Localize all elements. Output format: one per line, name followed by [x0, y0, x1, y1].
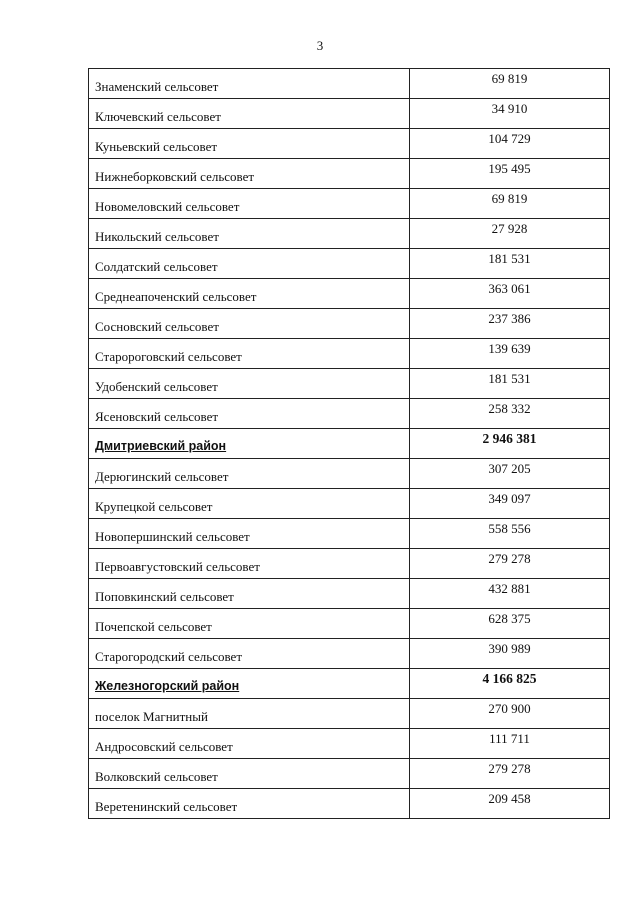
municipality-name: Ключевский сельсовет	[89, 99, 410, 129]
allocation-amount: 139 639	[410, 339, 610, 369]
table-row	[89, 69, 610, 99]
district-total: 4 166 825	[410, 669, 610, 699]
table-row	[89, 699, 610, 729]
table-row	[89, 249, 610, 279]
allocation-amount: 349 097	[410, 489, 610, 519]
allocation-table	[88, 68, 610, 819]
table-row	[89, 549, 610, 579]
municipality-name: Ясеновский сельсовет	[89, 399, 410, 429]
municipality-name: Среднеапоченский сельсовет	[89, 279, 410, 309]
page-number: 3	[316, 38, 324, 53]
table-row	[89, 759, 610, 789]
table-row	[89, 579, 610, 609]
table-row	[89, 459, 610, 489]
municipality-name: Поповкинский сельсовет	[89, 579, 410, 609]
table-row	[89, 279, 610, 309]
table-row	[89, 639, 610, 669]
district-row	[89, 669, 610, 699]
allocation-amount: 69 819	[410, 69, 610, 99]
table-row	[89, 489, 610, 519]
municipality-name: Почепской сельсовет	[89, 609, 410, 639]
table-row	[89, 399, 610, 429]
allocation-amount: 279 278	[410, 759, 610, 789]
allocation-amount: 111 711	[410, 729, 610, 759]
allocation-amount: 307 205	[410, 459, 610, 489]
municipality-name: Крупецкой сельсовет	[89, 489, 410, 519]
table-row	[89, 729, 610, 759]
municipality-name: Удобенский сельсовет	[89, 369, 410, 399]
allocation-amount: 258 332	[410, 399, 610, 429]
municipality-name: Никольский сельсовет	[89, 219, 410, 249]
municipality-name: Нижнеборковский сельсовет	[89, 159, 410, 189]
municipality-name: Сосновский сельсовет	[89, 309, 410, 339]
table-row	[89, 609, 610, 639]
municipality-name: Веретенинский сельсовет	[89, 789, 410, 819]
municipality-name: Волковский сельсовет	[89, 759, 410, 789]
municipality-name: Первоавгустовский сельсовет	[89, 549, 410, 579]
allocation-amount: 279 278	[410, 549, 610, 579]
district-row	[89, 429, 610, 459]
municipality-name: Солдатский сельсовет	[89, 249, 410, 279]
table-row	[89, 789, 610, 819]
municipality-name: Знаменский сельсовет	[89, 69, 410, 99]
table-row	[89, 339, 610, 369]
table-row	[89, 309, 610, 339]
municipality-name: поселок Магнитный	[89, 699, 410, 729]
allocation-amount: 27 928	[410, 219, 610, 249]
district-total: 2 946 381	[410, 429, 610, 459]
allocation-amount: 209 458	[410, 789, 610, 819]
allocation-amount: 390 989	[410, 639, 610, 669]
municipality-name: Дерюгинский сельсовет	[89, 459, 410, 489]
allocation-amount: 237 386	[410, 309, 610, 339]
municipality-name: Старороговский сельсовет	[89, 339, 410, 369]
allocation-amount: 195 495	[410, 159, 610, 189]
municipality-name: Куньевский сельсовет	[89, 129, 410, 159]
allocation-amount: 270 900	[410, 699, 610, 729]
allocation-amount: 363 061	[410, 279, 610, 309]
table-row	[89, 219, 610, 249]
allocation-amount: 628 375	[410, 609, 610, 639]
municipality-name: Старогородский сельсовет	[89, 639, 410, 669]
allocation-amount: 181 531	[410, 249, 610, 279]
allocation-amount: 104 729	[410, 129, 610, 159]
municipality-name: Новомеловский сельсовет	[89, 189, 410, 219]
allocation-amount: 181 531	[410, 369, 610, 399]
allocation-amount: 432 881	[410, 579, 610, 609]
allocation-amount: 69 819	[410, 189, 610, 219]
table-row	[89, 99, 610, 129]
table-row	[89, 129, 610, 159]
table-row	[89, 189, 610, 219]
allocation-amount: 558 556	[410, 519, 610, 549]
table-row	[89, 369, 610, 399]
municipality-name: Новопершинский сельсовет	[89, 519, 410, 549]
table-row	[89, 159, 610, 189]
table-row	[89, 519, 610, 549]
district-name: Железногорский район	[89, 669, 410, 699]
district-name: Дмитриевский район	[89, 429, 410, 459]
table-body	[89, 69, 610, 819]
municipality-name: Андросовский сельсовет	[89, 729, 410, 759]
allocation-amount: 34 910	[410, 99, 610, 129]
